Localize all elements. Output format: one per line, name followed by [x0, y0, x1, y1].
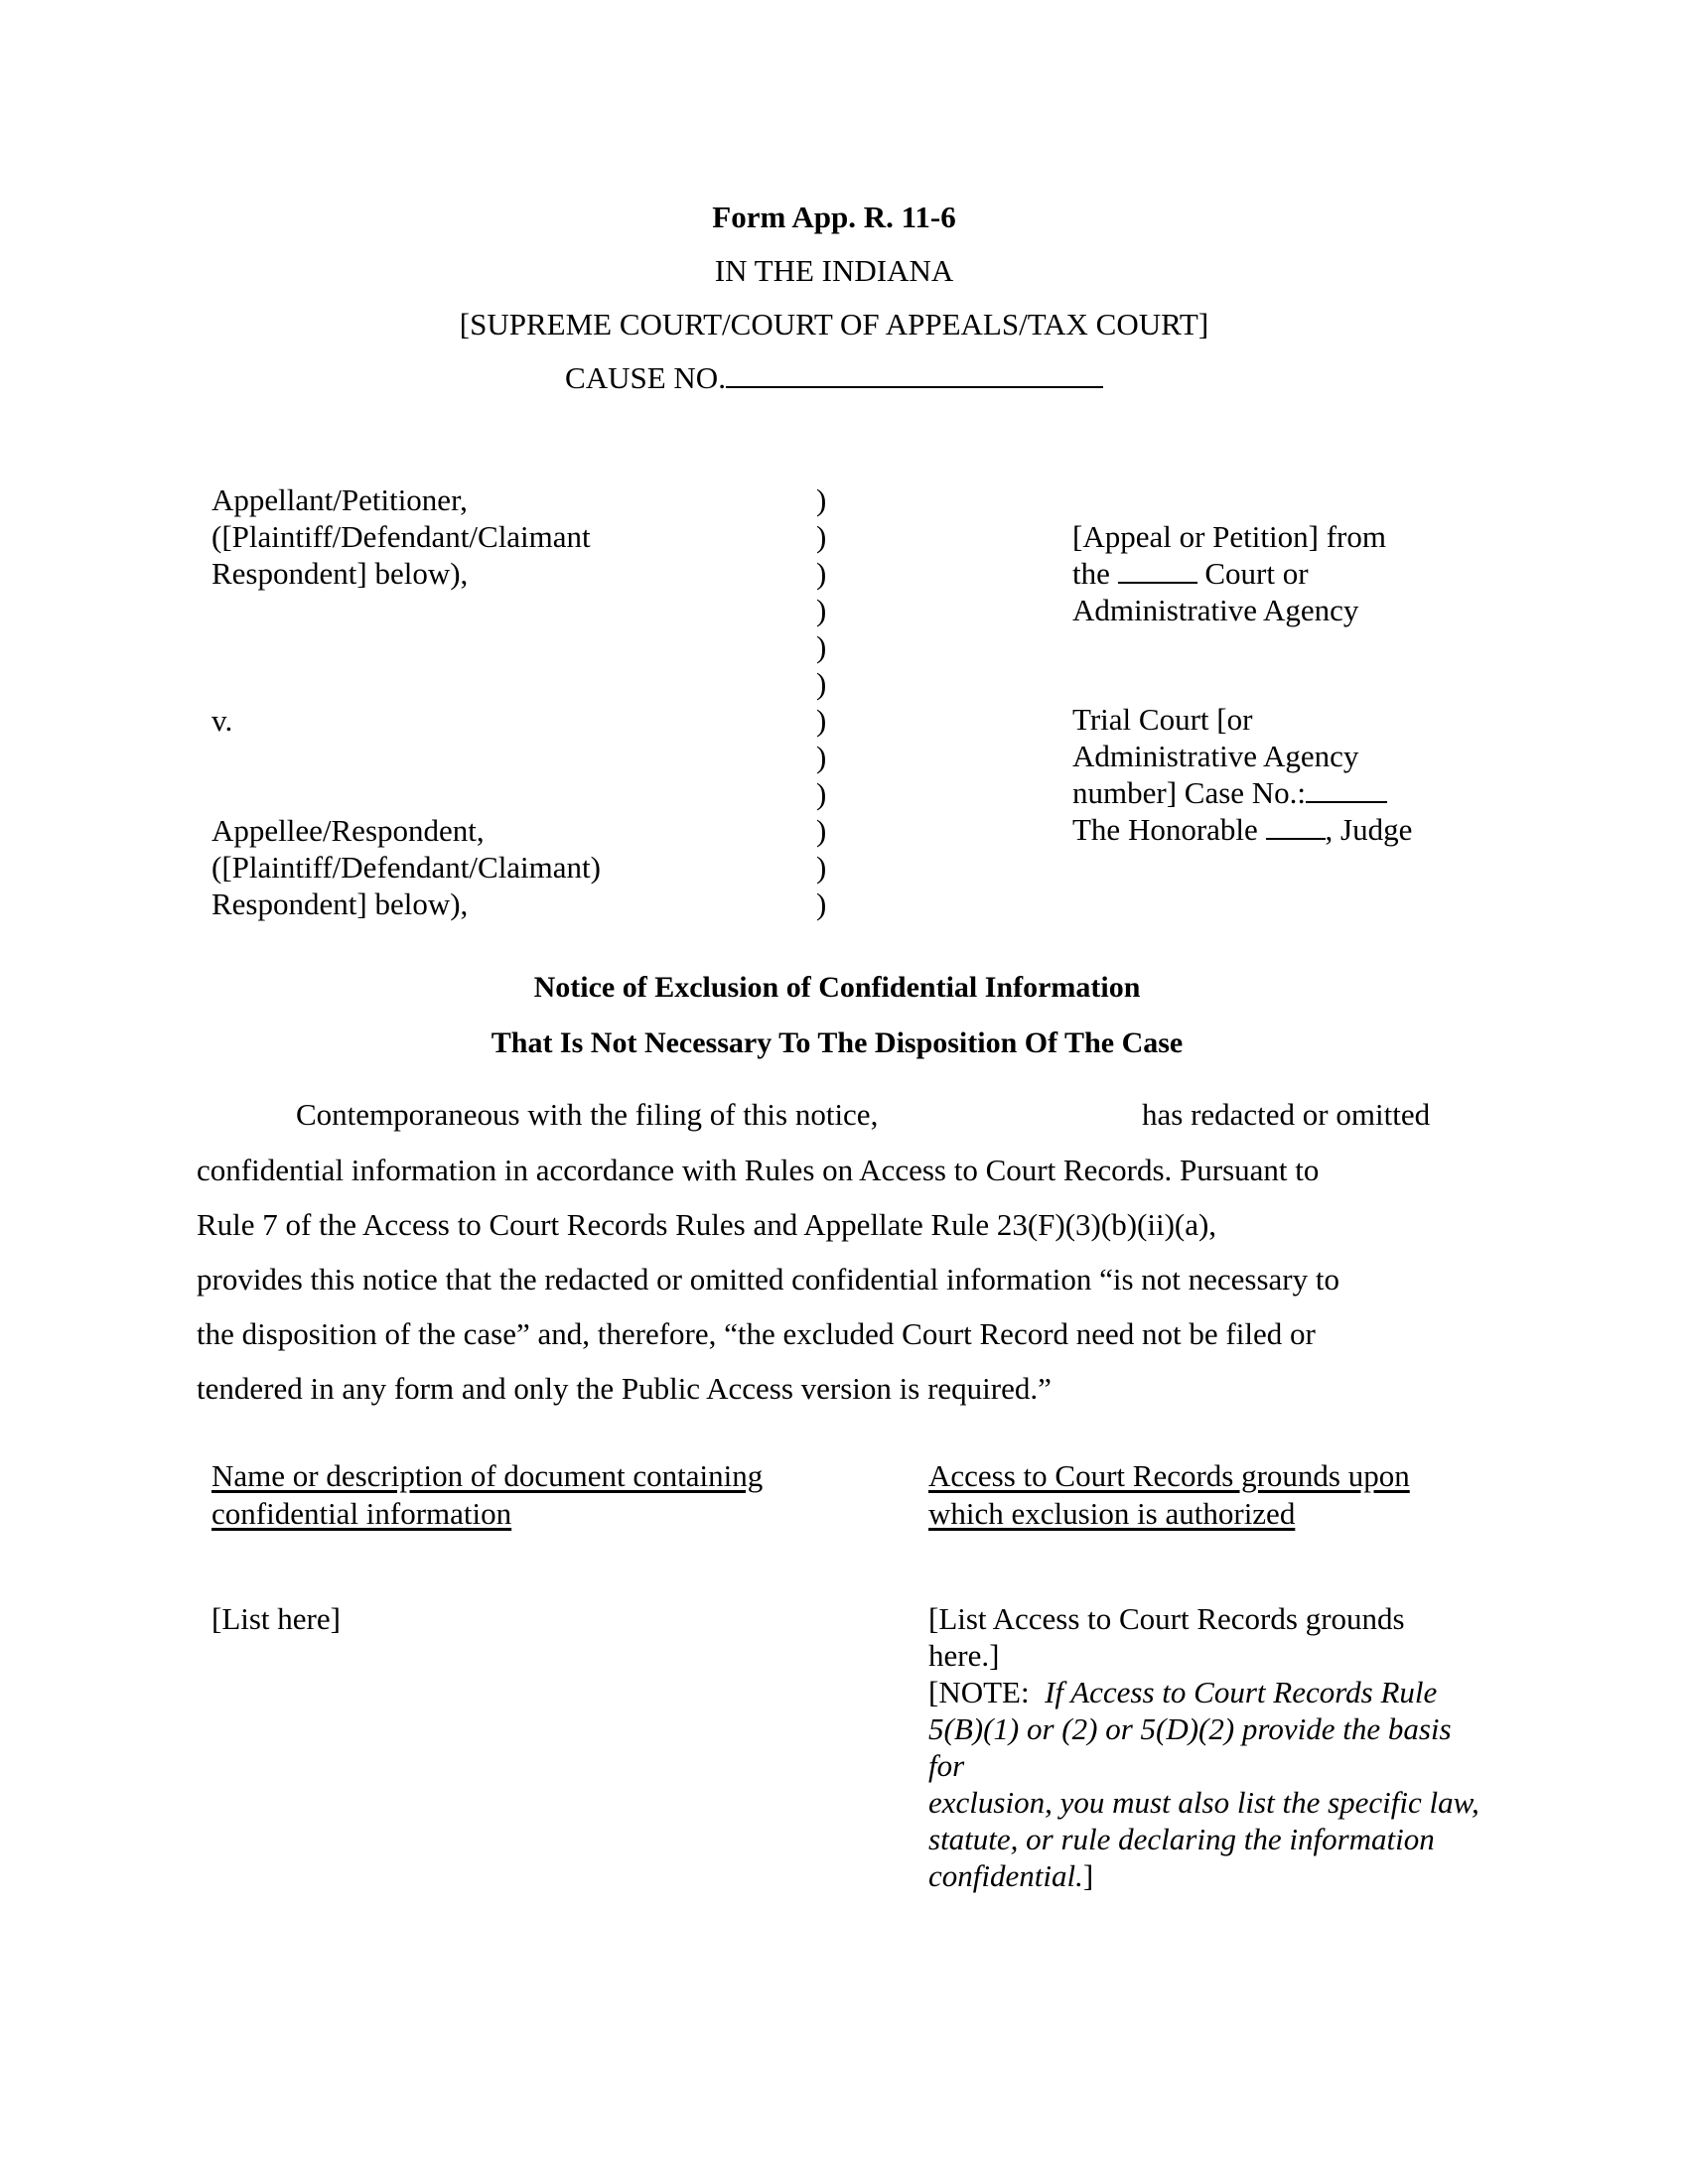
para-line: confidential information in accordance with Rules on Access to Court Records. Pursuant to	[197, 1153, 1320, 1187]
appellant-line: Appellant/Petitioner,	[211, 482, 468, 517]
note-line	[928, 1674, 1484, 1710]
col1-entry: [List here]	[211, 1601, 341, 1636]
paren: )	[816, 776, 827, 811]
col1-heading-line: Name or description of document containing	[211, 1458, 764, 1493]
col2-entry-line: [List Access to Court Records grounds	[928, 1601, 1405, 1636]
cause-label: CAUSE NO.	[565, 360, 726, 395]
appellee-line: Respondent] below),	[211, 887, 469, 921]
paren: )	[816, 666, 827, 701]
notice-title-line1: Notice of Exclusion of Confidential Information	[533, 971, 1141, 1004]
trial-court-line	[1072, 811, 1489, 848]
paren: )	[816, 556, 827, 591]
note-italic: confidential.	[928, 1858, 1083, 1893]
versus: v.	[211, 703, 233, 738]
para-line-1b: has redacted or omitted	[1142, 1097, 1431, 1132]
caption-parentheses	[816, 481, 836, 922]
paren: )	[816, 629, 827, 664]
notice-title-line2: That Is Not Necessary To The Disposition Of The Case	[491, 1026, 1184, 1059]
note-italic: statute, or rule declaring the information	[928, 1822, 1435, 1856]
appeal-from-the: the	[1072, 556, 1110, 591]
trial-court-line: Trial Court [or	[1072, 702, 1253, 737]
paren: )	[816, 519, 827, 554]
note-suffix: ]	[1082, 1858, 1094, 1893]
note-italic: 5(B)(1) or (2) or 5(D)(2) provide the basis for	[928, 1711, 1452, 1783]
cause-number	[0, 359, 1678, 396]
judge-label: , Judge	[1325, 812, 1413, 847]
trial-court-line: Administrative Agency	[1072, 739, 1359, 773]
col1-heading-line: confidential information	[211, 1496, 512, 1531]
case-no-blank	[1306, 777, 1387, 803]
trial-court-block	[1072, 701, 1489, 848]
paren: )	[816, 593, 827, 627]
appeal-from-block	[1072, 518, 1489, 628]
note-italic: exclusion, you must also list the specific law,	[928, 1785, 1479, 1820]
trial-court-line	[1072, 774, 1489, 811]
note-line	[928, 1857, 1484, 1894]
appellant-line: Respondent] below),	[211, 556, 469, 591]
appeal-from-line: Administrative Agency	[1072, 593, 1359, 627]
col2-heading	[928, 1457, 1410, 1533]
paren: )	[816, 740, 827, 774]
note-italic: If Access to Court Records Rule	[1045, 1675, 1438, 1709]
para-line: tendered in any form and only the Public Access version is required.”	[197, 1371, 1052, 1406]
paren: )	[816, 482, 827, 517]
col2-entry-line: here.]	[928, 1638, 1000, 1673]
paren: )	[816, 850, 827, 885]
paren: )	[816, 703, 827, 738]
appeal-from-line: [Appeal or Petition] from	[1072, 519, 1386, 554]
appeal-from-line	[1072, 555, 1489, 592]
appellee-line: ([Plaintiff/Defendant/Claimant)	[211, 850, 601, 885]
court-line: IN THE INDIANA	[714, 253, 954, 288]
appeal-from-court-or: Court or	[1204, 556, 1309, 591]
court-options: [SUPREME COURT/COURT OF APPEALS/TAX COURT]	[459, 307, 1209, 341]
appellant-line: ([Plaintiff/Defendant/Claimant	[211, 519, 591, 554]
col2-entry	[928, 1600, 1484, 1894]
para-line-1a: Contemporaneous with the filing of this notice,	[296, 1097, 879, 1132]
col1-heading	[211, 1457, 763, 1533]
col2-heading-line: Access to Court Records grounds upon	[928, 1458, 1410, 1493]
appellee-line: Appellee/Respondent,	[211, 813, 485, 848]
form-id: Form App. R. 11-6	[712, 200, 956, 234]
paren: )	[816, 813, 827, 848]
caption-parties	[211, 481, 827, 922]
col2-heading-line: which exclusion is authorized	[928, 1496, 1296, 1531]
court-name-blank	[1118, 558, 1197, 584]
case-no-label: number] Case No.:	[1072, 775, 1307, 810]
para-line: Rule 7 of the Access to Court Records Rules and Appellate Rule 23(F)(3)(b)(ii)(a),	[197, 1207, 1217, 1242]
judge-name-blank	[1266, 814, 1326, 840]
paren: )	[816, 887, 827, 921]
para-line: the disposition of the case” and, therefore, “the excluded Court Record need not be filed or	[197, 1316, 1316, 1351]
para-line: provides this notice that the redacted or omitted confidential information “is not necessary to	[197, 1262, 1339, 1297]
cause-number-blank	[726, 360, 1103, 388]
note-prefix: [NOTE:	[928, 1675, 1046, 1709]
honorable-label: The Honorable	[1072, 812, 1258, 847]
